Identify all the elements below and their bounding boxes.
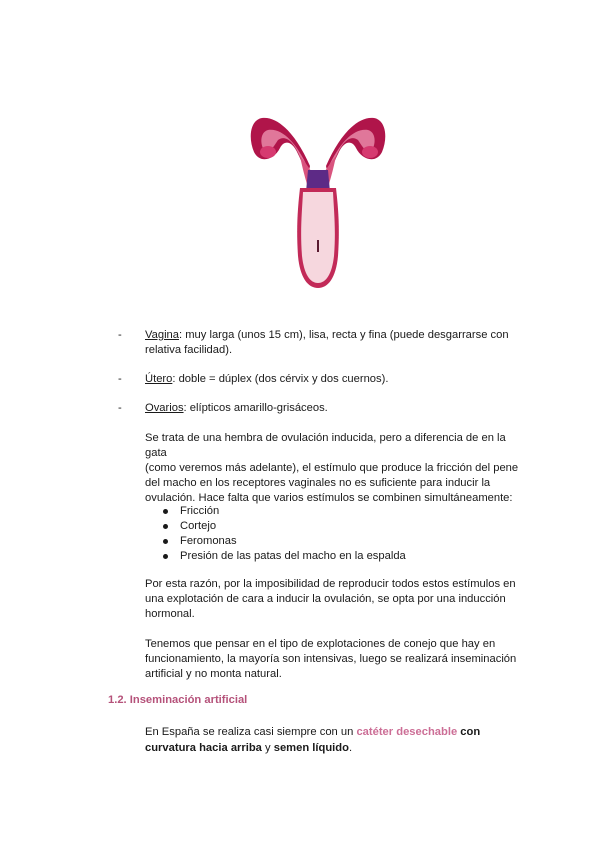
right-ovary	[362, 146, 378, 158]
term-vagina: Vagina	[145, 329, 180, 341]
para4-text: En España se realiza casi siempre con un	[145, 726, 357, 738]
para2-line: hormonal.	[145, 608, 195, 620]
para4-text: y	[261, 742, 274, 754]
highlight-curvatura: curvatura hacia arriba	[145, 742, 262, 754]
paragraph-inseminacion	[145, 724, 520, 756]
section-heading: 1.2. Inseminación artificial	[108, 694, 248, 706]
bullet-item: Fricción	[162, 504, 406, 519]
para2-line: Por esta razón, por la imposibilidad de reproducir todos estos estímulos en	[145, 578, 516, 590]
bullet-list-estimulos	[162, 504, 406, 564]
para4-text: .	[348, 742, 353, 754]
dash-marker: -	[118, 373, 122, 385]
dash-marker: -	[118, 329, 122, 341]
left-ovary	[260, 146, 276, 158]
term-utero: Útero	[145, 373, 173, 385]
term-ovarios: Ovarios	[145, 402, 184, 414]
bullet-item: Presión de las patas del macho en la espalda	[162, 549, 406, 564]
right-horn	[326, 118, 385, 176]
bullet-item: Cortejo	[162, 519, 406, 534]
para1-line: ovulación. Hace falta que varios estímulos se combinen simultáneamente:	[145, 492, 513, 504]
para3-line: Tenemos que pensar en el tipo de explotaciones de conejo que hay en	[145, 638, 496, 650]
para2-line: una explotación de cara a inducir la ovulación, se opta por una inducción	[145, 593, 506, 605]
para1-line: del macho en los receptores vaginales no es suficiente para inducir la	[145, 477, 491, 489]
para4-bold: con	[457, 726, 481, 738]
para1-line: (como veremos más adelante), el estímulo que produce la fricción del pene	[145, 462, 519, 474]
highlight-cateter: catéter desechable	[356, 726, 458, 738]
desc-vagina-2: relativa facilidad).	[145, 344, 233, 356]
uterus-illustration	[248, 96, 388, 292]
vagina-inner	[301, 192, 335, 283]
desc-vagina: : muy larga (unos 15 cm), lisa, recta y fina (puede desgarrarse con	[179, 329, 509, 341]
dash-marker: -	[118, 402, 122, 414]
para3-line: funcionamiento, la mayoría son intensivas, luego se realizará inseminación	[145, 653, 517, 665]
highlight-semen: semen líquido	[273, 742, 349, 754]
para3-line: artificial y no monta natural.	[145, 668, 282, 680]
left-horn	[251, 118, 310, 176]
desc-utero: : doble = dúplex (dos cérvix y dos cuernos).	[172, 373, 389, 385]
para1-line: Se trata de una hembra de ovulación inducida, pero a diferencia de en la gata	[145, 432, 506, 459]
paragraph-explotaciones	[145, 637, 520, 682]
paragraph-induccion	[145, 577, 520, 622]
bullet-item: Feromonas	[162, 534, 406, 549]
desc-ovarios: : elípticos amarillo-grisáceos.	[183, 402, 328, 414]
paragraph-ovulacion	[145, 431, 520, 506]
